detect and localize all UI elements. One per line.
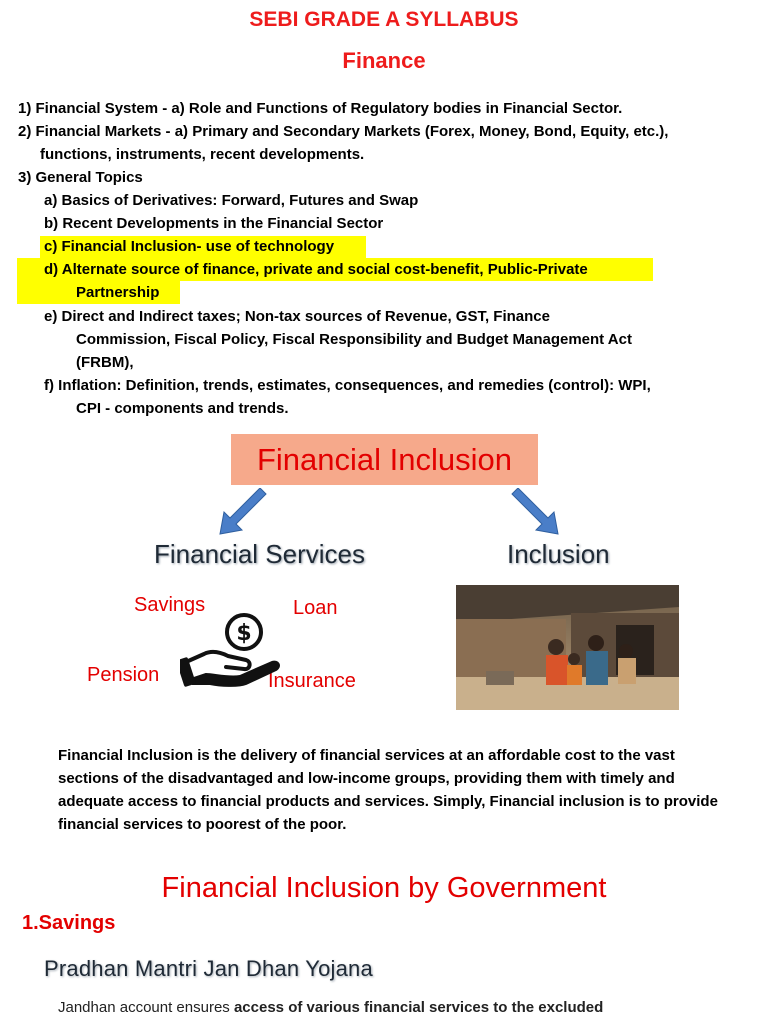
syllabus-item-3: 3) General Topics — [18, 169, 143, 186]
syllabus-item-1: 1) Financial System - a) Role and Functions of Regulatory bodies in Financial Sector. — [18, 100, 623, 117]
syllabus-sub-c: c) Financial Inclusion- use of technology — [44, 238, 335, 255]
jandhan-text — [58, 999, 603, 1016]
hand-holding-dollar-icon — [180, 610, 284, 688]
service-insurance: Insurance — [268, 670, 356, 692]
savings-subheading: 1.Savings — [22, 912, 116, 934]
page-subtitle: Finance — [342, 48, 426, 73]
jandhan-text-normal: Jandhan account ensures — [58, 999, 234, 1016]
jandhan-text-bold: access of various financial services to the excluded — [233, 999, 604, 1016]
syllabus-sub-f-cont: CPI - components and trends. — [76, 400, 289, 417]
svg-text:$: $ — [236, 621, 252, 646]
syllabus-sub-e: e) Direct and Indirect taxes; Non-tax sources of Revenue, GST, Finance — [44, 308, 550, 325]
financial-inclusion-title: Financial Inclusion — [231, 434, 538, 485]
definition-paragraph: Financial Inclusion is the delivery of financial services at an affordable cost to the vast sections of the disadvantaged and low-income groups, providing them with timely and adequate access to financial products and services. Simply, Financial inclusion is to provide financial services to poorest of the poor. — [58, 747, 718, 833]
syllabus-item-2-cont: functions, instruments, recent developments. — [40, 146, 365, 163]
arrow-down-left-icon — [218, 488, 268, 536]
service-pension: Pension — [87, 664, 160, 686]
village-people-photo — [456, 585, 679, 710]
pmjdy-heading: Pradhan Mantri Jan Dhan Yojana — [44, 956, 373, 981]
financial-services-heading: Financial Services — [154, 539, 365, 569]
page-title: SEBI GRADE A SYLLABUS — [249, 8, 519, 31]
syllabus-item-2: 2) Financial Markets - a) Primary and Secondary Markets (Forex, Money, Bond, Equity, etc.), — [18, 123, 669, 140]
syllabus-sub-e-cont1: Commission, Fiscal Policy, Fiscal Responsibility and Budget Management Act — [76, 331, 632, 348]
service-savings: Savings — [134, 594, 206, 616]
government-section-title: Financial Inclusion by Government — [161, 872, 607, 904]
inclusion-heading: Inclusion — [507, 539, 610, 569]
syllabus-sub-f: f) Inflation: Definition, trends, estimates, consequences, and remedies (control): WPI, — [44, 377, 651, 394]
syllabus-sub-d-cont: Partnership — [76, 284, 160, 301]
arrow-down-right-icon — [510, 488, 560, 536]
service-loan: Loan — [293, 597, 338, 619]
syllabus-sub-e-cont2: (FRBM), — [76, 354, 134, 371]
syllabus-sub-d: d) Alternate source of finance, private and social cost-benefit, Public-Private — [44, 261, 588, 278]
syllabus-sub-a: a) Basics of Derivatives: Forward, Futures and Swap — [44, 192, 419, 209]
syllabus-sub-b: b) Recent Developments in the Financial Sector — [44, 215, 384, 232]
